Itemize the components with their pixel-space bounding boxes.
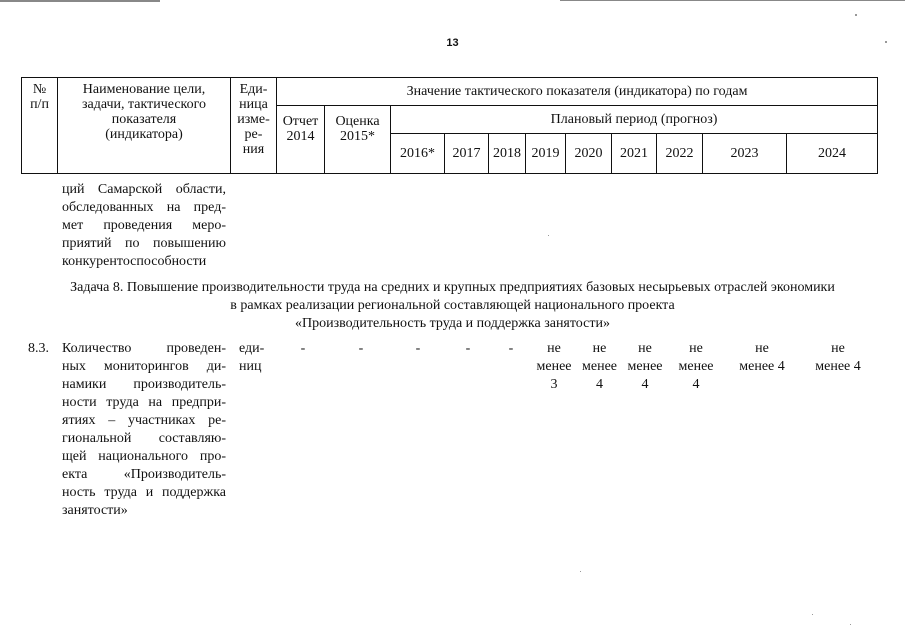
task-heading <box>0 279 905 333</box>
continuation-line: обследованных на пред- <box>62 200 226 215</box>
value-2017: - <box>465 341 471 356</box>
row-name-line: ности труда на предпри- <box>62 395 226 410</box>
row-name-line: екта «Производитель- <box>62 467 226 482</box>
continuation-line: мет проведения меро- <box>62 218 226 233</box>
header-year-2022: 2022 <box>657 134 703 174</box>
value-2024: не менее 4 <box>815 341 861 374</box>
header-year-2019: 2019 <box>526 134 566 174</box>
scan-edge <box>560 0 905 1</box>
header-name-cell: Наименование цели, задачи, тактического показателя (индикатора) <box>58 78 231 174</box>
header-year-2018: 2018 <box>489 134 526 174</box>
row-name-line: занятости» <box>62 503 128 518</box>
row-name-line: ных мониторингов ди- <box>62 359 226 374</box>
row-name-line: намики производитель- <box>62 377 226 392</box>
header-report-cell: Отчет 2014 <box>277 106 325 174</box>
value-2019: не менее 3 <box>536 341 572 392</box>
row-name-line: ятиях – участниках ре- <box>62 413 226 428</box>
value-2020: не менее 4 <box>582 341 617 392</box>
row-unit-line: ниц <box>239 359 262 374</box>
value-report-2014: - <box>300 341 306 356</box>
scan-edge <box>0 0 160 2</box>
header-number-cell: № п/п <box>22 78 58 174</box>
row-unit <box>239 340 264 376</box>
scan-speck <box>885 41 887 43</box>
continuation-line: приятий по повышению <box>62 236 226 251</box>
row-name-line: щей национального про- <box>62 449 226 464</box>
value-estimate-2015: - <box>358 341 364 356</box>
value-2021: не менее 4 <box>627 341 663 392</box>
row-name-line: ность труда и поддержка <box>62 485 226 500</box>
scan-speck <box>850 624 851 625</box>
header-estimate-cell: Оценка 2015* <box>325 106 391 174</box>
task-heading-line: Задача 8. Повышение производительности труда на средних и крупных предприятиях базовых несырьевых отраслей экономики <box>70 280 835 295</box>
continuation-line: конкурентоспособности <box>62 254 207 269</box>
row-name-line: гиональной составляю- <box>62 431 226 446</box>
page-number: 13 <box>446 37 459 49</box>
header-group-title: Значение тактического показателя (индикатора) по годам <box>277 78 878 106</box>
header-year-2020: 2020 <box>566 134 612 174</box>
row-unit-line: еди- <box>239 341 265 356</box>
indicator-table-header <box>21 77 878 174</box>
value-2022: не менее 4 <box>678 341 714 392</box>
header-year-2017: 2017 <box>445 134 489 174</box>
header-year-2024: 2024 <box>787 134 878 174</box>
scan-speck <box>812 614 813 615</box>
continuation-line: ций Самарской области, <box>62 182 226 197</box>
row-name-line: Количество проведен- <box>62 341 226 356</box>
row-number: 8.3. <box>28 341 49 356</box>
row-indicator-name <box>62 340 226 520</box>
task-heading-line: в рамках реализации региональной составляющей национального проекта <box>230 298 675 313</box>
value-2018: - <box>508 341 514 356</box>
header-year-2016: 2016* <box>391 134 445 174</box>
task-heading-line: «Производительность труда и поддержка занятости» <box>295 316 610 331</box>
value-2016: - <box>415 341 421 356</box>
header-year-2023: 2023 <box>703 134 787 174</box>
value-2023: не менее 4 <box>739 341 785 374</box>
scan-speck <box>855 14 857 16</box>
continuation-text <box>62 181 226 271</box>
header-unit-cell: Еди- ница изме- ре- ния <box>231 78 277 174</box>
header-year-2021: 2021 <box>612 134 657 174</box>
scan-speck <box>580 571 581 572</box>
scan-speck <box>548 235 549 236</box>
header-plan-title: Плановый период (прогноз) <box>391 106 878 134</box>
